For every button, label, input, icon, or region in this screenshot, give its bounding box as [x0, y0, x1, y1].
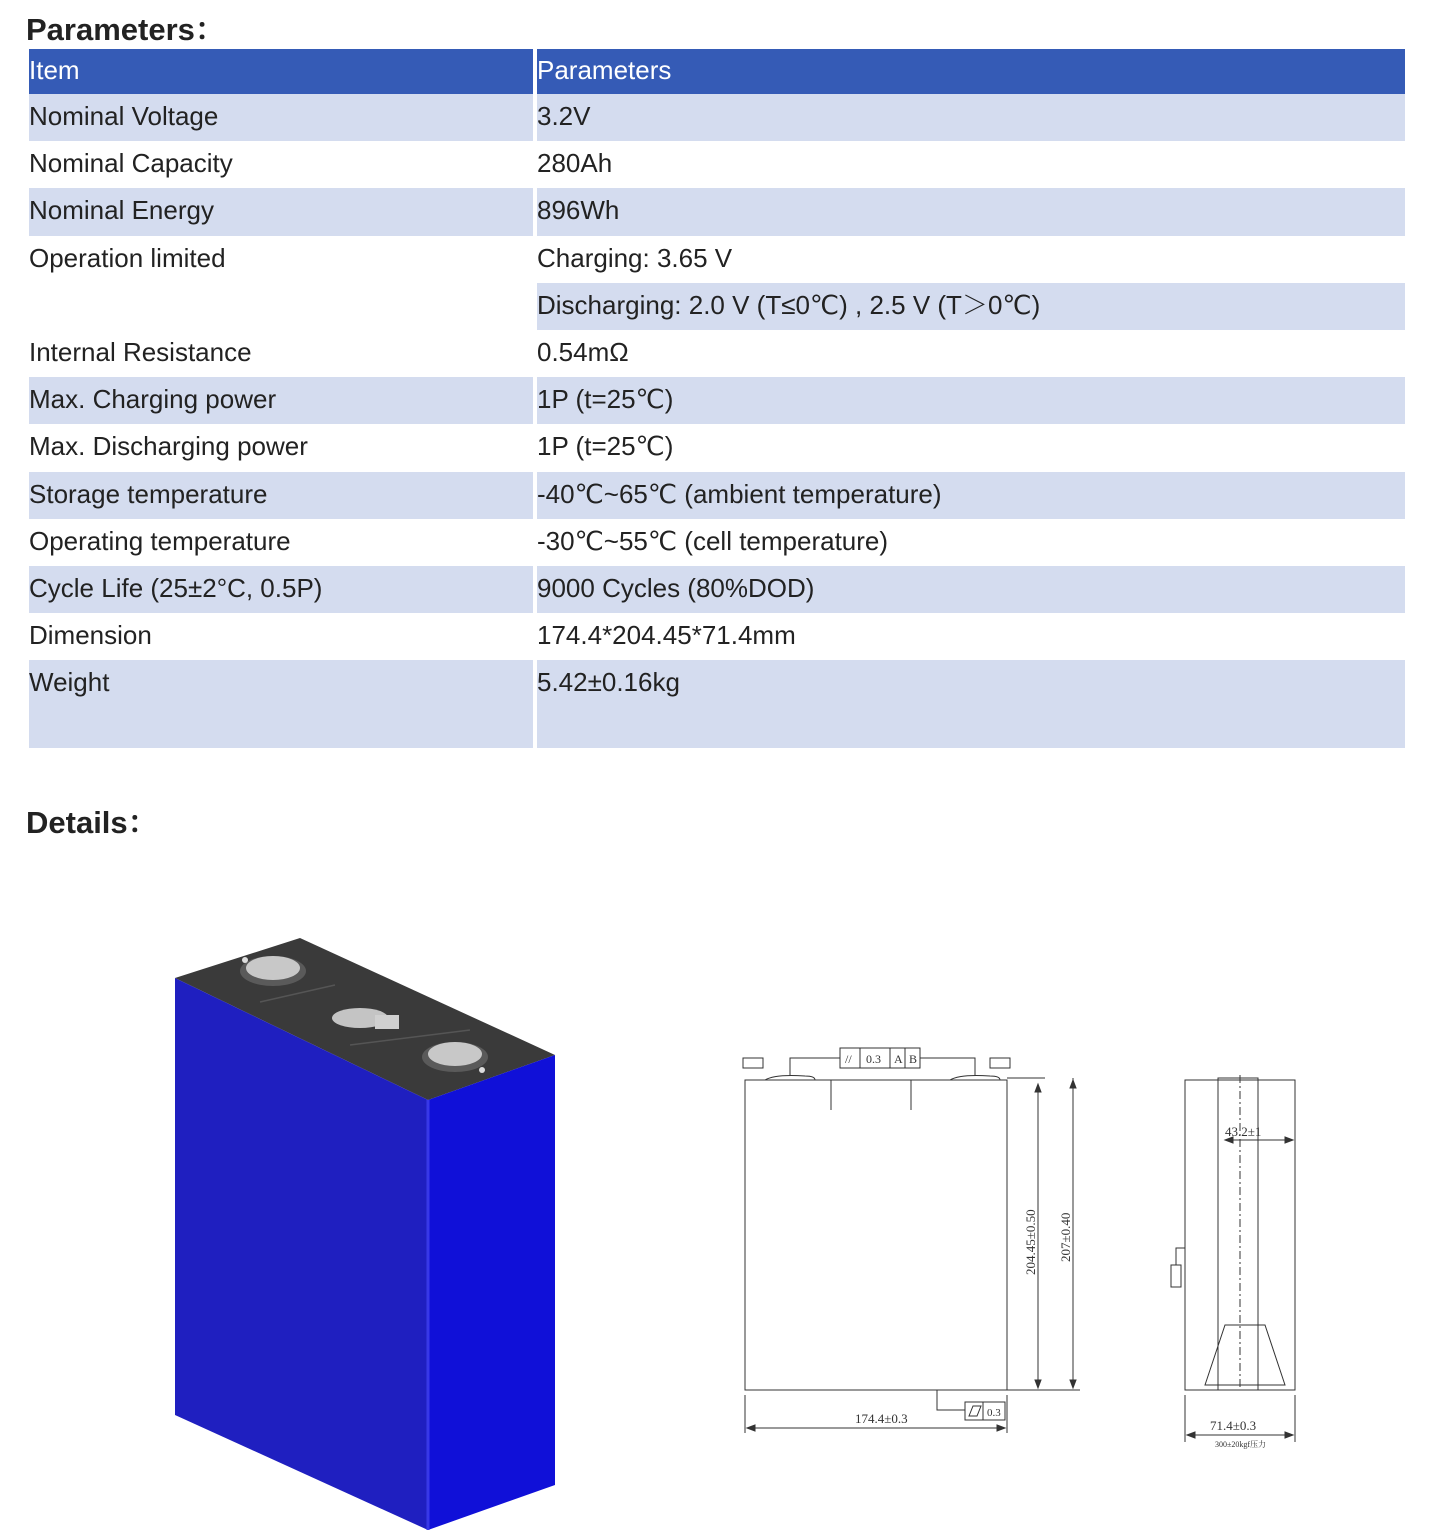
datum-a: A	[894, 1052, 903, 1066]
datum-b: B	[909, 1052, 918, 1066]
header-item: Item	[29, 55, 80, 85]
row-value: 3.2V	[537, 94, 1405, 141]
row-item: Max. Discharging power	[29, 431, 308, 462]
details-title: Details：	[26, 805, 159, 840]
table-row	[29, 566, 1405, 613]
thickness-dim: 71.4±0.3	[1210, 1418, 1257, 1433]
front-view-drawing	[735, 1040, 1085, 1445]
table-row	[29, 141, 1405, 188]
row-value: 0.54mΩ	[537, 336, 629, 367]
thickness-note: 300±20kgf压力	[1215, 1440, 1267, 1449]
table-row	[29, 613, 1405, 660]
row-item: Nominal Energy	[29, 188, 533, 235]
row-item: Weight	[29, 660, 533, 748]
table-header-row	[29, 49, 1405, 94]
row-value: Charging: 3.65 V	[537, 242, 733, 273]
table-row	[29, 472, 1405, 519]
total-height-dim: 207±0.40	[1058, 1212, 1073, 1262]
row-value: Discharging: 2.0 V (T≤0℃) , 2.5 V (T＞0℃)	[537, 283, 1405, 330]
row-value: 1P (t=25℃)	[537, 377, 1405, 424]
flatness-tolerance: 0.3	[987, 1407, 1001, 1419]
table-row	[29, 236, 1405, 283]
header-parameters: Parameters	[537, 55, 672, 85]
table-row	[29, 330, 1405, 377]
parameters-table	[29, 49, 1405, 748]
row-value: -40℃~65℃ (ambient temperature)	[537, 472, 1405, 519]
parameters-title: Parameters：	[26, 12, 226, 47]
row-item	[29, 283, 533, 330]
row-value: 896Wh	[537, 188, 1405, 235]
table-row	[29, 519, 1405, 566]
table-row	[29, 283, 1405, 330]
table-row	[29, 188, 1405, 235]
table-row	[29, 377, 1405, 424]
row-value: 9000 Cycles (80%DOD)	[537, 566, 1405, 613]
row-item: Nominal Voltage	[29, 94, 533, 141]
row-item: Dimension	[29, 620, 152, 651]
terminal-dim: 43.2±1	[1225, 1124, 1262, 1139]
row-item: Nominal Capacity	[29, 148, 233, 179]
row-value: -30℃~55℃ (cell temperature)	[537, 525, 889, 556]
side-view-drawing	[1165, 1070, 1305, 1455]
row-item: Storage temperature	[29, 472, 533, 519]
body-height-dim: 204.45±0.50	[1023, 1209, 1038, 1275]
row-value: 1P (t=25℃)	[537, 431, 674, 462]
row-item: Max. Charging power	[29, 377, 533, 424]
row-item: Operation limited	[29, 242, 226, 273]
table-row	[29, 94, 1405, 141]
parallel-tolerance: 0.3	[866, 1052, 881, 1066]
battery-cell-illustration	[170, 930, 560, 1535]
row-item: Cycle Life (25±2°C, 0.5P)	[29, 566, 533, 613]
table-row	[29, 424, 1405, 471]
svg-text://: //	[845, 1052, 852, 1066]
row-item: Internal Resistance	[29, 336, 252, 367]
row-item: Operating temperature	[29, 525, 291, 556]
row-value: 280Ah	[537, 148, 613, 179]
table-row	[29, 660, 1405, 748]
row-value: 5.42±0.16kg	[537, 660, 1405, 748]
row-value: 174.4*204.45*71.4mm	[537, 620, 796, 651]
width-dim: 174.4±0.3	[855, 1411, 908, 1426]
